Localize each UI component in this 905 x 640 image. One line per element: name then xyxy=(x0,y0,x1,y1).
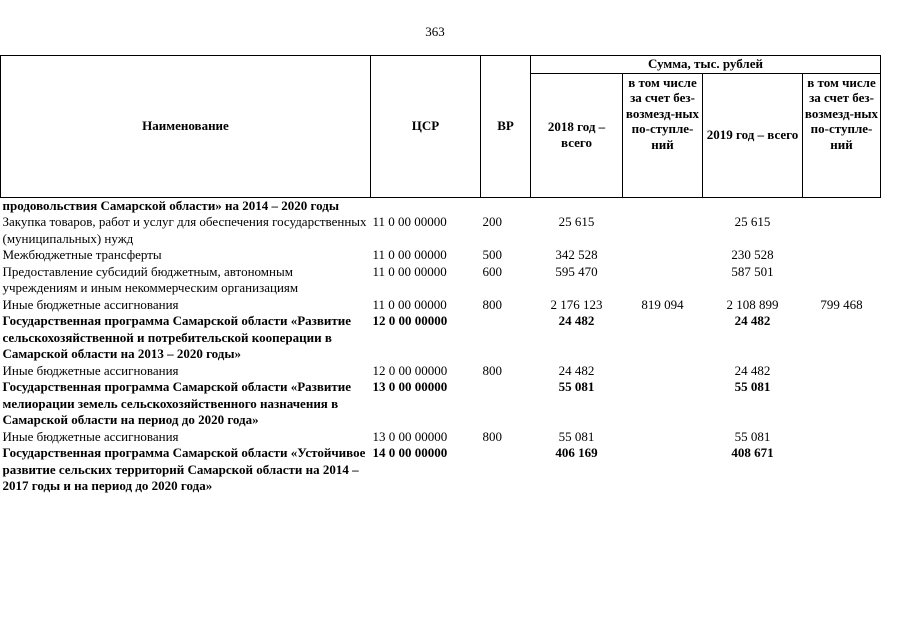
header-vr: ВР xyxy=(481,56,531,198)
header-incl-2018: в том числе за счет без-возмезд-ных по-ступле-ний xyxy=(623,73,703,197)
row-vr xyxy=(481,445,531,495)
row-total-2019: 25 615 xyxy=(734,214,771,229)
row-incl-2019 xyxy=(803,313,881,363)
table-row xyxy=(1,197,881,214)
row-total-2019: 24 482 xyxy=(734,313,771,328)
row-name: Государственная программа Самарской области «Развитие сельскохозяйственной и потребительской кооперации в Самарской области на 2013 – 2020 годы» xyxy=(2,313,352,361)
row-total-2018: 55 081 xyxy=(558,428,595,444)
table-header xyxy=(1,56,881,198)
row-incl-2018 xyxy=(623,313,703,363)
row-vr xyxy=(481,379,531,429)
header-total-2018: 2018 год – всего xyxy=(531,73,623,197)
row-incl-2018 xyxy=(623,429,703,446)
row-vr: 800 xyxy=(482,362,502,378)
row-incl-2019 xyxy=(803,429,881,446)
row-incl-2018 xyxy=(623,197,703,214)
row-csr: 13 0 00 00000 xyxy=(372,428,448,444)
table-body xyxy=(1,197,881,495)
row-incl-2019 xyxy=(803,445,881,495)
row-total-2018: 2 176 123 xyxy=(550,296,603,312)
row-vr: 800 xyxy=(482,428,502,444)
row-incl-2019 xyxy=(803,379,881,429)
table-row xyxy=(1,445,881,495)
row-incl-2018 xyxy=(623,445,703,495)
row-name: Иные бюджетные ассигнования xyxy=(2,362,179,378)
budget-table xyxy=(0,55,881,495)
header-name: Наименование xyxy=(1,56,371,198)
row-incl-2018 xyxy=(623,379,703,429)
row-total-2019: 24 482 xyxy=(734,362,771,378)
row-incl-2018 xyxy=(623,363,703,380)
row-total-2019: 408 671 xyxy=(731,445,774,460)
table-row xyxy=(1,264,881,297)
row-total-2019: 55 081 xyxy=(734,428,771,444)
row-name: Предоставление субсидий бюджетным, автономным учреждениям и иным некоммерческим организациям xyxy=(2,263,299,295)
row-total-2018: 406 169 xyxy=(555,445,598,460)
row-name: Иные бюджетные ассигнования xyxy=(2,428,179,444)
table-row xyxy=(1,429,881,446)
row-incl-2019 xyxy=(803,363,881,380)
table-row xyxy=(1,297,881,314)
header-csr: ЦСР xyxy=(371,56,481,198)
table-row xyxy=(1,363,881,380)
row-incl-2018: 819 094 xyxy=(641,296,684,312)
row-total-2019 xyxy=(703,197,803,214)
row-total-2019: 587 501 xyxy=(731,263,774,279)
row-incl-2018 xyxy=(623,214,703,247)
row-total-2018: 342 528 xyxy=(555,247,598,262)
row-incl-2018 xyxy=(623,264,703,297)
row-name: Государственная программа Самарской области «Устойчивое развитие сельских территорий Самарской области на 2014 – 2017 годы и на период до 2020 года» xyxy=(2,445,366,493)
row-vr: 200 xyxy=(482,214,502,229)
row-incl-2019 xyxy=(803,214,881,247)
row-csr xyxy=(371,197,481,214)
table-row xyxy=(1,247,881,264)
table-row xyxy=(1,214,881,247)
table-row xyxy=(1,313,881,363)
row-name: Закупка товаров, работ и услуг для обеспечения государственных (муниципальных) нужд xyxy=(2,214,367,246)
row-total-2018: 24 482 xyxy=(558,313,595,328)
row-csr: 11 0 00 00000 xyxy=(372,247,447,262)
row-vr: 500 xyxy=(482,247,502,262)
row-total-2018: 24 482 xyxy=(558,362,595,378)
row-total-2019: 55 081 xyxy=(734,379,771,394)
row-total-2018 xyxy=(531,197,623,214)
row-incl-2019 xyxy=(803,264,881,297)
row-csr: 12 0 00 00000 xyxy=(372,313,448,328)
row-total-2018: 25 615 xyxy=(558,214,595,229)
row-vr xyxy=(481,313,531,363)
row-csr: 13 0 00 00000 xyxy=(372,379,448,394)
row-total-2019: 230 528 xyxy=(731,247,774,262)
row-vr: 600 xyxy=(482,263,502,279)
row-incl-2018 xyxy=(623,247,703,264)
row-csr: 11 0 00 00000 xyxy=(372,263,447,279)
row-total-2019: 2 108 899 xyxy=(726,296,779,312)
header-incl-2019: в том числе за счет без-возмезд-ных по-ступле-ний xyxy=(803,73,881,197)
row-csr: 12 0 00 00000 xyxy=(372,362,448,378)
row-csr: 14 0 00 00000 xyxy=(372,445,448,460)
row-vr: 800 xyxy=(482,296,502,312)
page-number: 363 xyxy=(425,24,445,39)
row-csr: 11 0 00 00000 xyxy=(372,296,447,312)
row-vr xyxy=(481,197,531,214)
table-row xyxy=(1,379,881,429)
row-total-2018: 595 470 xyxy=(555,263,598,279)
row-incl-2019 xyxy=(803,247,881,264)
row-name: Межбюджетные трансферты xyxy=(2,247,162,262)
row-total-2018: 55 081 xyxy=(558,379,595,394)
header-sum-group: Сумма, тыс. рублей xyxy=(531,56,881,74)
row-incl-2019: 799 468 xyxy=(820,296,863,312)
row-name: Государственная программа Самарской области «Развитие мелиорации земель сельскохозяйственного назначения в Самарской области на период до 2020 года» xyxy=(2,379,352,427)
row-csr: 11 0 00 00000 xyxy=(372,214,447,229)
row-incl-2019 xyxy=(803,197,881,214)
row-name: продовольствия Самарской области» на 2014 – 2020 годы xyxy=(2,197,339,213)
row-name: Иные бюджетные ассигнования xyxy=(2,296,179,312)
header-total-2019: 2019 год – всего xyxy=(703,73,803,197)
